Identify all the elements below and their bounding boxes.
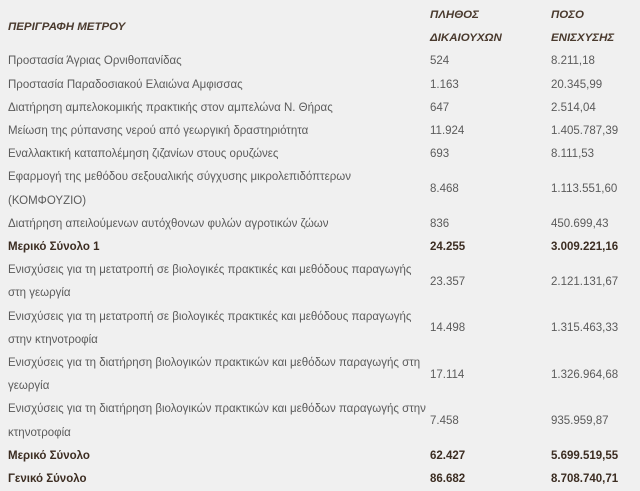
row-description: Προστασία Άγριας Ορνιθοπανίδας: [8, 55, 182, 68]
measures-table: [0, 4, 640, 491]
row-description: Εφαρμογή της μεθόδου σεξουαλικής σύγχυσης μικρολεπιδόπτερων (ΚΟΜΦΟΥΖΙΟ): [8, 171, 351, 207]
row-amount: 3.009.221,16: [551, 241, 619, 254]
row-amount: 20.345,99: [551, 78, 603, 91]
row-amount: 8.708.740,71: [551, 473, 619, 486]
row-count: 836: [430, 217, 450, 230]
table-total-row: [0, 445, 640, 468]
row-count: 62.427: [430, 449, 466, 462]
row-amount: 2.121.131,67: [551, 275, 619, 288]
table-row: [0, 398, 640, 444]
table-row: [0, 259, 640, 305]
row-description: Γενικό Σύνολο: [8, 473, 87, 486]
table-row: [0, 213, 640, 236]
header-amount-line2: ΕΝΙΣΧΥΣΗΣ: [551, 32, 615, 45]
row-description: Ενισχύσεις για τη διατήρηση βιολογικών πρακτικών και μεθόδων παραγωγής στην κτηνοτροφία: [8, 403, 426, 439]
row-amount: 8.211,18: [551, 55, 595, 68]
row-description: Εναλλακτική καταπολέμηση ζιζανίων στους ορυζώνες: [8, 148, 279, 161]
row-amount: 935.959,87: [551, 415, 609, 428]
table-total-row: [0, 468, 640, 491]
row-description: Μείωση της ρύπανσης νερού από γεωργική δραστηριότητα: [8, 125, 309, 138]
row-count: 17.114: [430, 368, 465, 381]
row-count: 647: [430, 101, 450, 114]
row-count: 86.682: [430, 473, 466, 486]
table-total-row: [0, 236, 640, 259]
row-count: 23.357: [430, 275, 466, 288]
row-amount: 1.113.551,60: [551, 183, 618, 196]
table-row: [0, 166, 640, 212]
row-amount: 1.326.964,68: [551, 368, 619, 381]
row-description: Προστασία Παραδοσιακού Ελαιώνα Αμφισσας: [8, 78, 243, 91]
row-amount: 8.111,53: [551, 148, 595, 161]
row-description: Διατήρηση απειλούμενων αυτόχθονων φυλών αγροτικών ζώων: [8, 217, 329, 230]
row-description: Ενισχύσεις για τη διατήρηση βιολογικών πρακτικών και μεθόδων παραγωγής στη γεωργία: [8, 357, 421, 393]
row-count: 1.163: [430, 78, 459, 91]
table-row: [0, 143, 640, 166]
row-amount: 5.699.519,55: [551, 449, 619, 462]
row-amount: 450.699,43: [551, 217, 609, 230]
row-count: 8.468: [430, 183, 459, 196]
row-description: Μερικό Σύνολο 1: [8, 241, 100, 254]
table-row: [0, 97, 640, 120]
table-header-row: [0, 4, 640, 50]
table-row: [0, 50, 640, 73]
header-amount-line1: ΠΟΣΟ: [551, 9, 584, 21]
table-row: [0, 352, 640, 398]
row-description: Ενισχύσεις για τη μετατροπή σε βιολογικές πρακτικές και μεθόδους παραγωγής στην κτηνοτροφία: [8, 310, 412, 346]
row-count: 14.498: [430, 322, 466, 335]
header-count-line2: ΔΙΚΑΙΟΥΧΩΝ: [430, 32, 502, 45]
row-description: Μερικό Σύνολο: [8, 449, 90, 462]
header-description: ΠΕΡΙΓΡΑΦΗ ΜΕΤΡΟΥ: [8, 20, 126, 33]
row-count: 24.255: [430, 241, 466, 254]
header-count-line1: ΠΛΗΘΟΣ: [430, 9, 479, 21]
table-row: [0, 120, 640, 143]
row-amount: 2.514,04: [551, 101, 596, 114]
row-amount: 1.405.787,39: [551, 125, 619, 138]
header-amount: [551, 4, 640, 50]
row-amount: 1.315.463,33: [551, 322, 619, 335]
row-description: Ενισχύσεις για τη μετατροπή σε βιολογικές πρακτικές και μεθόδους παραγωγής στη γεωργία: [8, 264, 412, 300]
header-count: [430, 4, 551, 50]
row-count: 693: [430, 148, 450, 161]
row-description: Διατήρηση αμπελοκομικής πρακτικής στον αμπελώνα Ν. Θήρας: [8, 101, 333, 114]
row-count: 11.924: [430, 125, 465, 138]
row-count: 7.458: [430, 415, 459, 428]
table-row: [0, 306, 640, 352]
table-row: [0, 74, 640, 97]
row-count: 524: [430, 55, 450, 68]
